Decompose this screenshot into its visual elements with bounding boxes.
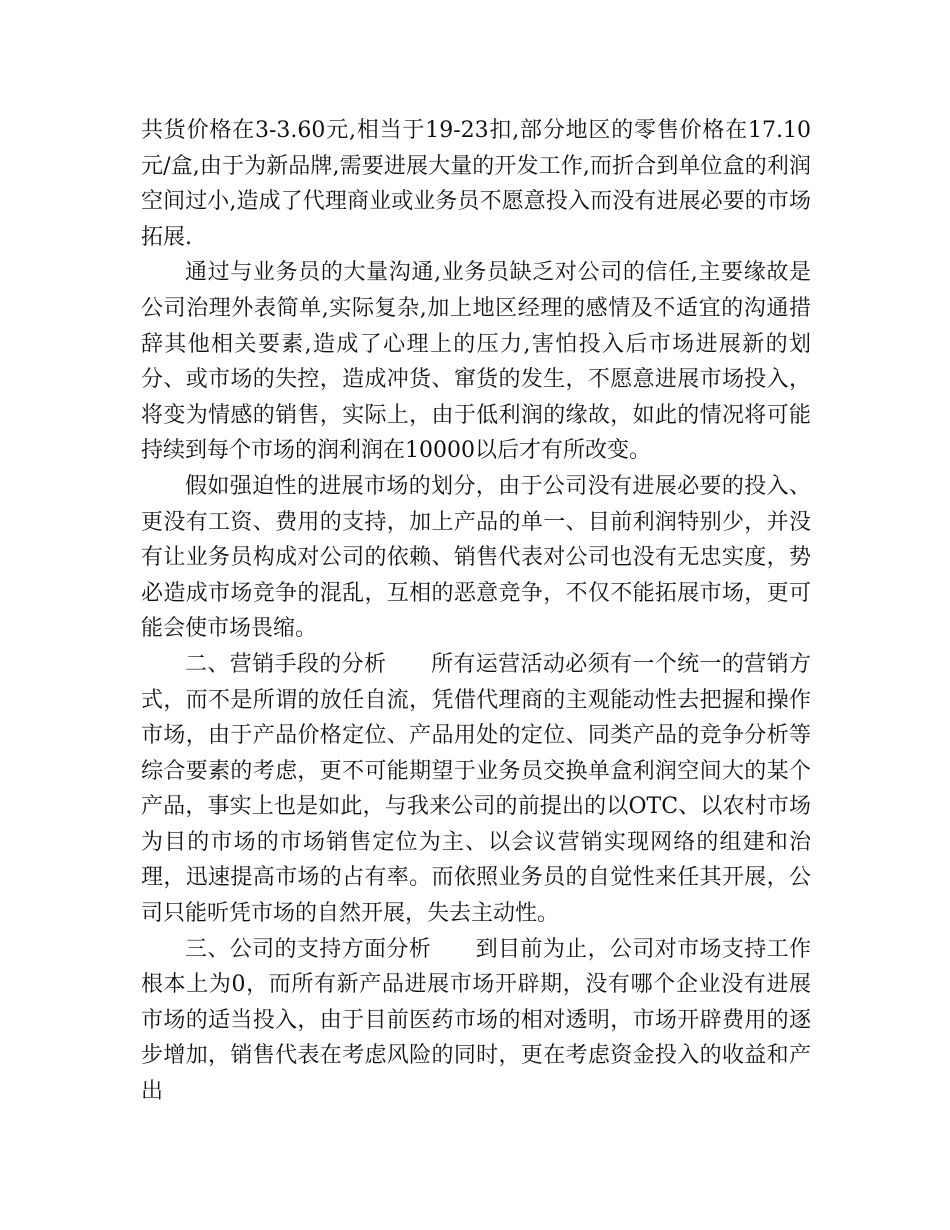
paragraph-marketing-methods: 二、营销手段的分析 所有运营活动必须有一个统一的营销方式，而不是所谓的放任自流，凭借代理商的主观能动性去把握和操作市场，由于产品价格定位、产品用处的定位、同类产品的竞争分析等综合要素的考虑，更不可能期望于业务员交换单盒利润空间大的某个产品，事实上也是如此，与我来公司的前提出的以OTC、以农村市场为目的市场的市场销售定位为主、以会议营销实现网络的组建和治理，迅速提高市场的占有率。而依照业务员的自觉性来任其开展，公司只能听凭市场的自然开展，失去主动性。 (141, 651, 811, 927)
paragraph-trust-analysis: 通过与业务员的大量沟通,业务员缺乏对公司的信任,主要缘故是公司治理外表简单,实际复杂,加上地区经理的感情及不适宜的沟通措辞其他相关要素,造成了心理上的压力,害怕投入后市场进展新的划分、或市场的失控，造成冲货、窜货的发生，不愿意进展市场投入，将变为情感的销售，实际上，由于低利润的缘故，如此的情况将可能持续到每个市场的润利润在10000以后才有所改变。 (141, 260, 811, 464)
document-body (141, 113, 811, 1110)
paragraph-company-support: 三、公司的支持方面分析 到目前为止，公司对市场支持工作根本上为0，而所有新产品进展市场开辟期，没有哪个企业没有进展市场的适当投入，由于目前医药市场的相对透明，市场开辟费用的逐步增加，销售代表在考虑风险的同时，更在考虑资金投入的收益和产出 (141, 936, 811, 1105)
paragraph-market-division: 假如强迫性的进展市场的划分，由于公司没有进展必要的投入、更没有工资、费用的支持，加上产品的单一、目前利润特别少，并没有让业务员构成对公司的依赖、销售代表对公司也没有无忠实度，势必造成市场竞争的混乱，互相的恶意竞争，不仅不能拓展市场，更可能会使市场畏缩。 (141, 473, 811, 642)
paragraph-price-analysis: 共货价格在3-3.60元,相当于19-23扣,部分地区的零售价格在17.10元/盒,由于为新品牌,需要进展大量的开发工作,而折合到单位盒的利润空间过小,造成了代理商业或业务员不愿意投入而没有进展必要的市场拓展. (141, 118, 811, 250)
